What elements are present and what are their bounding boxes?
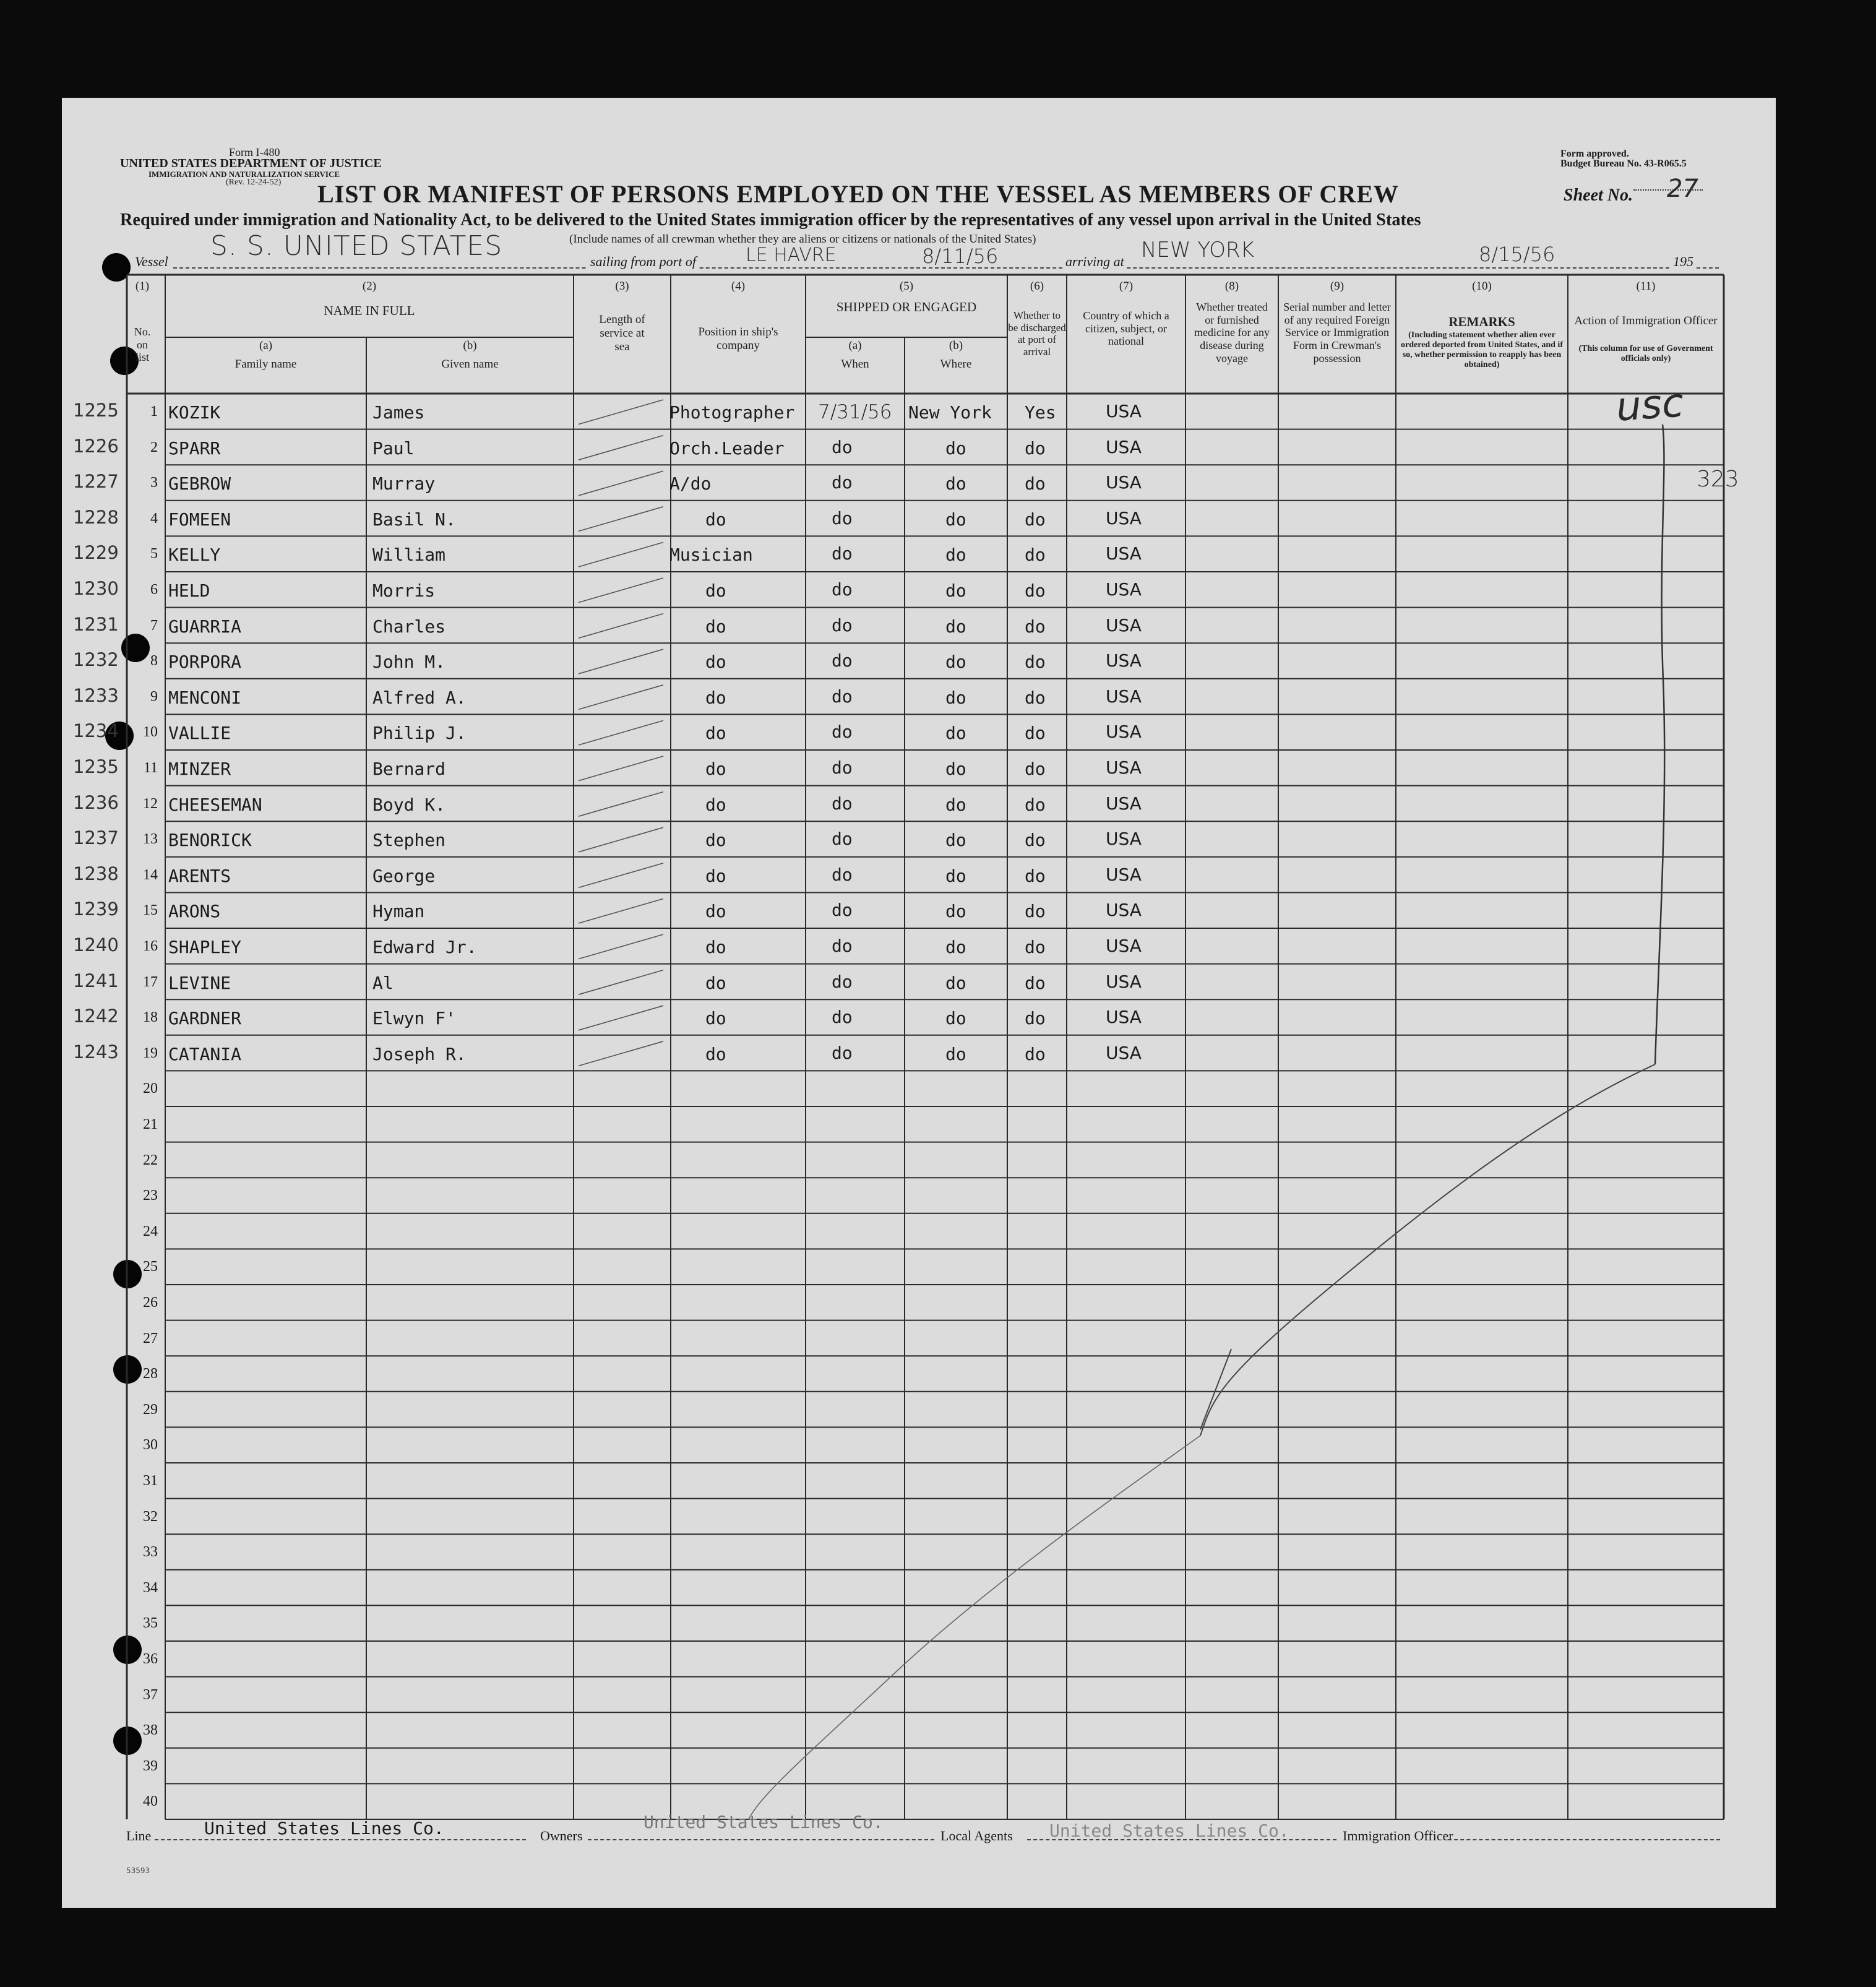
given-name: Morris (372, 580, 436, 601)
col1-num: (1) (135, 280, 150, 293)
discharge-status: do (1025, 794, 1046, 815)
cancel-line-upper (1200, 1064, 1655, 1436)
line-number: 31 (143, 1473, 158, 1489)
family-name: LEVINE (168, 972, 231, 993)
shipped-when: do (832, 793, 853, 814)
given-name: George (372, 865, 436, 886)
line-number: 17 (143, 973, 158, 990)
family-name: ARONS (168, 901, 221, 922)
discharge-status: do (1025, 1008, 1046, 1029)
shipped-when: do (832, 650, 853, 671)
position: do (705, 616, 726, 637)
position: Musician (669, 545, 753, 566)
shipped-when: do (832, 971, 853, 992)
discharge-status: do (1025, 901, 1046, 922)
discharge-status: Yes (1025, 402, 1056, 423)
discharge-status: do (1025, 830, 1046, 851)
shipped-where: do (945, 723, 966, 744)
shipped-when: 7/31/56 (818, 401, 892, 423)
line-number: 24 (143, 1223, 158, 1239)
line-number: 12 (143, 795, 158, 812)
position: do (705, 652, 726, 673)
shipped-where: do (945, 937, 966, 957)
country: USA (1106, 686, 1142, 707)
family-name: FOMEEN (168, 509, 231, 530)
shipped-where: do (945, 545, 966, 566)
line-number: 1 (150, 403, 158, 420)
discharge-status: do (1025, 509, 1046, 530)
shipped-when: do (832, 436, 853, 457)
page-title: LIST OR MANIFEST OF PERSONS EMPLOYED ON THE VESSEL AS MEMBERS OF CREW (317, 180, 1399, 208)
arrival-date: 8/15/56 (1479, 243, 1555, 266)
col1-label: No. on list (134, 325, 151, 364)
manifest-number: 1236 (73, 791, 119, 813)
discharge-status: do (1025, 759, 1046, 779)
col10-note: (Including statement whether alien ever ordered deported from United States, and if so, whether permission to reapply has been obtained) (1401, 330, 1563, 370)
owners-value: United States Lines Co. (643, 1812, 884, 1832)
col10-label: REMARKS (1448, 314, 1515, 329)
discharge-status: do (1025, 473, 1046, 494)
family-name: MINZER (168, 759, 231, 779)
family-name: CATANIA (168, 1043, 242, 1064)
manifest-number: 1227 (73, 471, 119, 493)
manifest-number: 1235 (73, 756, 119, 777)
line-number: 7 (150, 617, 158, 634)
length-slash (579, 542, 663, 567)
line-number: 9 (150, 688, 158, 705)
shipped-where: do (945, 509, 966, 530)
country: USA (1106, 614, 1142, 636)
country: USA (1106, 936, 1142, 956)
line-number: 37 (143, 1686, 158, 1703)
position: do (705, 901, 726, 922)
length-slash (579, 1041, 663, 1066)
discharge-status: do (1025, 545, 1046, 566)
owners-label: Owners (540, 1828, 583, 1843)
line-number: 32 (143, 1508, 158, 1525)
col6-num: (6) (1030, 280, 1044, 293)
line-number: 5 (150, 546, 158, 562)
service-name: IMMIGRATION AND NATURALIZATION SERVICE (148, 170, 340, 179)
country: USA (1106, 971, 1142, 992)
line-number: 18 (143, 1009, 158, 1026)
col9-label: Serial number and letter of any required Foreign Service or Immigration Form in Crewman's possession (1283, 301, 1391, 364)
col8-label: Whether treated or furnished medicine for any disease during voyage (1194, 301, 1270, 364)
line-number: 3 (150, 475, 158, 491)
col2a-label: Family name (234, 358, 297, 371)
revision-date: (Rev. 12-24-52) (226, 178, 282, 187)
cancel-tick (1200, 1349, 1231, 1429)
line-value: United States Lines Co. (204, 1818, 444, 1838)
manifest-number: 1231 (73, 613, 119, 635)
shipped-where: do (945, 972, 966, 993)
shipped-when: do (832, 686, 853, 707)
line-number: 34 (143, 1579, 158, 1596)
manifest-number: 1226 (73, 435, 119, 457)
vessel-name: S. S. UNITED STATES (210, 230, 503, 262)
position: do (705, 1043, 726, 1064)
country: USA (1106, 436, 1142, 457)
manifest-number: 1243 (73, 1041, 119, 1062)
col10-num: (10) (1472, 280, 1492, 293)
vessel-label: Vessel (135, 254, 168, 269)
form-number: Form I-480 (229, 146, 280, 158)
country: USA (1106, 864, 1142, 885)
shipped-where: do (945, 437, 966, 459)
line-underline (155, 1839, 526, 1840)
shipped-where: New York (908, 402, 992, 423)
count-annotation: 323 (1697, 467, 1739, 492)
length-slash (579, 471, 663, 496)
year-suffix: 195 (1671, 254, 1696, 270)
line-number: 11 (143, 760, 158, 776)
discharge-status: do (1025, 723, 1046, 744)
family-name: SPARR (168, 437, 221, 459)
given-name: Elwyn F' (372, 1008, 456, 1029)
port-to: NEW YORK (1141, 238, 1254, 262)
officer-underline (1448, 1839, 1720, 1840)
length-slash (579, 970, 663, 995)
shipped-where: do (945, 865, 966, 886)
manifest-number: 1232 (73, 649, 119, 671)
position: Orch.Leader (669, 437, 785, 459)
manifest-number: 1238 (73, 863, 119, 884)
shipped-when: do (832, 900, 853, 921)
shipped-when: do (832, 829, 853, 850)
length-slash (579, 934, 663, 959)
position: do (705, 687, 726, 708)
agents-value: United States Lines Co. (1049, 1821, 1289, 1841)
sailing-date: 8/11/56 (922, 244, 999, 268)
usc-annotation: usc (1614, 380, 1685, 431)
budget-bureau-no: Budget Bureau No. 43-R065.5 (1560, 158, 1687, 169)
family-name: GUARRIA (168, 616, 242, 637)
length-slash (579, 649, 663, 674)
length-slash (579, 614, 663, 639)
line-number: 25 (143, 1259, 158, 1275)
given-name: Boyd K. (372, 794, 446, 815)
line-number: 20 (143, 1080, 158, 1097)
position: do (705, 937, 726, 957)
line-number: 6 (150, 582, 158, 598)
shipped-where: do (945, 830, 966, 851)
given-name: Basil N. (372, 509, 456, 530)
position: do (705, 723, 726, 744)
line-label: Line (126, 1828, 152, 1843)
discharge-status: do (1025, 1043, 1046, 1064)
manifest-number: 1241 (73, 970, 119, 991)
discharge-status: do (1025, 937, 1046, 957)
family-name: GEBROW (168, 473, 231, 494)
given-name: William (372, 545, 446, 566)
shipped-when: do (832, 543, 853, 564)
country: USA (1106, 900, 1142, 921)
col11-num: (11) (1636, 280, 1656, 293)
discharge-status: do (1025, 616, 1046, 637)
shipped-when: do (832, 579, 853, 600)
shipped-where: do (945, 580, 966, 601)
given-name: Joseph R. (372, 1043, 467, 1064)
line-number: 4 (150, 510, 158, 527)
country: USA (1106, 722, 1142, 743)
length-slash (579, 899, 663, 923)
col4-num: (4) (731, 280, 746, 293)
position: do (705, 1008, 726, 1029)
family-name: CHEESEMAN (168, 794, 262, 815)
family-name: KOZIK (168, 402, 221, 423)
shipped-when: do (832, 936, 853, 956)
line-number: 19 (143, 1045, 158, 1061)
manifest-number: 1239 (73, 899, 119, 920)
position: do (705, 830, 726, 851)
col7-num: (7) (1119, 280, 1134, 293)
line-number: 13 (143, 831, 158, 848)
family-name: VALLIE (168, 723, 231, 744)
family-name: SHAPLEY (168, 937, 242, 957)
line-number: 27 (143, 1330, 158, 1347)
position: do (705, 794, 726, 815)
line-number: 8 (150, 653, 158, 670)
arriving-label: arriving at (1063, 254, 1127, 270)
discharge-status: do (1025, 652, 1046, 673)
line-number: 40 (143, 1793, 158, 1810)
given-name: Edward Jr. (372, 937, 477, 957)
shipped-where: do (945, 1043, 966, 1064)
shipped-when: do (832, 757, 853, 778)
line-number: 16 (143, 938, 158, 954)
shipped-when: do (832, 722, 853, 743)
discharge-status: do (1025, 972, 1046, 993)
length-slash (579, 507, 663, 532)
country: USA (1106, 650, 1142, 671)
position: A/do (669, 473, 712, 494)
col5a-num: (a) (848, 339, 862, 352)
col7-label: Country of which a citizen, subject, or national (1083, 309, 1169, 348)
country: USA (1106, 401, 1142, 421)
length-slash (579, 578, 663, 603)
line-number: 23 (143, 1187, 158, 1204)
department-name: UNITED STATES DEPARTMENT OF JUSTICE (120, 157, 382, 170)
line-number: 33 (143, 1544, 158, 1561)
printer-code: 53593 (126, 1866, 150, 1875)
country: USA (1106, 579, 1142, 600)
length-slash (579, 827, 663, 852)
agents-label: Local Agents (940, 1828, 1013, 1843)
manifest-number: 1230 (73, 578, 119, 599)
col2a-num: (a) (259, 339, 273, 352)
col3-label: Length of service at sea (599, 313, 645, 353)
manifest-number: 1240 (73, 934, 119, 955)
required-statement: Required under immigration and Nationality Act, to be delivered to the United States immigration officer by the representatives of any vessel upon arrival in the United States (120, 210, 1421, 230)
col5-num: (5) (899, 280, 914, 293)
include-note: (Include names of all crewman whether they are aliens or citizens or nationals of the United States) (569, 233, 1036, 246)
form-approved: Form approved. (1560, 149, 1629, 159)
col11-label: Action of Immigration Officer (1574, 314, 1718, 327)
shipped-where: do (945, 652, 966, 673)
bracket-mark (1655, 425, 1664, 1064)
family-name: MENCONI (168, 687, 242, 708)
position: Photographer (669, 402, 795, 423)
discharge-status: do (1025, 437, 1046, 459)
col5b-label: Where (940, 358, 972, 371)
manifest-number: 1225 (73, 400, 119, 421)
col8-num: (8) (1224, 280, 1239, 293)
shipped-when: do (832, 1007, 853, 1028)
given-name: Alfred A. (372, 687, 467, 708)
shipped-where: do (945, 759, 966, 779)
length-slash (579, 1006, 663, 1030)
country: USA (1106, 1007, 1142, 1028)
line-number: 10 (143, 724, 158, 741)
shipped-where: do (945, 901, 966, 922)
family-name: BENORICK (168, 830, 252, 851)
country: USA (1106, 793, 1142, 814)
line-number: 39 (143, 1757, 158, 1774)
position: do (705, 759, 726, 779)
country: USA (1106, 472, 1142, 493)
line-number: 15 (143, 902, 158, 919)
length-slash (579, 685, 663, 710)
position: do (705, 865, 726, 886)
given-name: Hyman (372, 901, 425, 922)
owners-underline (588, 1839, 934, 1840)
given-name: John M. (372, 652, 446, 673)
family-name: PORPORA (168, 652, 242, 673)
country: USA (1106, 507, 1142, 528)
discharge-status: do (1025, 580, 1046, 601)
given-name: Stephen (372, 830, 446, 851)
family-name: KELLY (168, 545, 221, 566)
line-number: 14 (143, 866, 158, 883)
family-name: ARENTS (168, 865, 231, 886)
sheet-number: 27 (1667, 175, 1698, 203)
col5-label: SHIPPED OR ENGAGED (836, 300, 977, 314)
col2-label: NAME IN FULL (324, 303, 415, 318)
shipped-when: do (832, 1042, 853, 1063)
length-slash (579, 400, 663, 425)
country: USA (1106, 829, 1142, 850)
given-name: Charles (372, 616, 446, 637)
length-slash (579, 436, 663, 460)
line-number: 21 (143, 1116, 158, 1132)
line-number: 2 (150, 439, 158, 455)
position: do (705, 972, 726, 993)
shipped-where: do (945, 687, 966, 708)
line-number: 36 (143, 1651, 158, 1667)
length-slash (579, 720, 663, 745)
line-number: 28 (143, 1366, 158, 1382)
line-number: 22 (143, 1152, 158, 1168)
col6-label: Whether to be discharged at port of arrival (1008, 309, 1066, 358)
col5b-num: (b) (949, 339, 963, 352)
manifest-number: 1237 (73, 827, 119, 849)
line-number: 26 (143, 1295, 158, 1311)
discharge-status: do (1025, 687, 1046, 708)
shipped-where: do (945, 473, 966, 494)
line-number: 30 (143, 1437, 158, 1454)
position: do (705, 509, 726, 530)
family-name: GARDNER (168, 1008, 242, 1029)
col2b-num: (b) (463, 339, 477, 352)
col2b-label: Given name (441, 358, 499, 371)
shipped-where: do (945, 794, 966, 815)
manifest-number: 1228 (73, 506, 119, 528)
given-name: Al (372, 972, 394, 993)
officer-label: Immigration Officer (1343, 1828, 1453, 1843)
manifest-number: 1234 (73, 720, 119, 742)
line-number: 38 (143, 1722, 158, 1739)
country: USA (1106, 1042, 1142, 1063)
country: USA (1106, 543, 1142, 564)
manifest-number: 1233 (73, 684, 119, 706)
port-from: LE HAVRE (746, 244, 837, 266)
col4-label: Position in ship's company (698, 325, 778, 352)
position: do (705, 580, 726, 601)
shipped-when: do (832, 614, 853, 636)
sailing-label: sailing from port of (588, 254, 699, 270)
shipped-where: do (945, 1008, 966, 1029)
cancel-line-lower (749, 1436, 1200, 1819)
col2-num: (2) (362, 280, 377, 293)
manifest-number: 1229 (73, 542, 119, 564)
shipped-where: do (945, 616, 966, 637)
sheet-label: Sheet No. (1564, 186, 1633, 205)
length-slash (579, 863, 663, 888)
given-name: James (372, 402, 425, 423)
col9-num: (9) (1330, 280, 1345, 293)
length-slash (579, 756, 663, 781)
given-name: Paul (372, 437, 415, 459)
col11-note: (This column for use of Government officials only) (1578, 344, 1713, 364)
line-number: 35 (143, 1615, 158, 1632)
country: USA (1106, 757, 1142, 778)
col3-num: (3) (615, 280, 629, 293)
given-name: Murray (372, 473, 436, 494)
shipped-when: do (832, 864, 853, 885)
length-slash (579, 792, 663, 817)
given-name: Philip J. (372, 723, 467, 744)
family-name: HELD (168, 580, 210, 601)
discharge-status: do (1025, 865, 1046, 886)
manifest-number: 1242 (73, 1006, 119, 1027)
shipped-when: do (832, 472, 853, 493)
given-name: Bernard (372, 759, 446, 779)
col5a-label: When (841, 358, 869, 371)
line-number: 29 (143, 1401, 158, 1418)
shipped-when: do (832, 507, 853, 528)
